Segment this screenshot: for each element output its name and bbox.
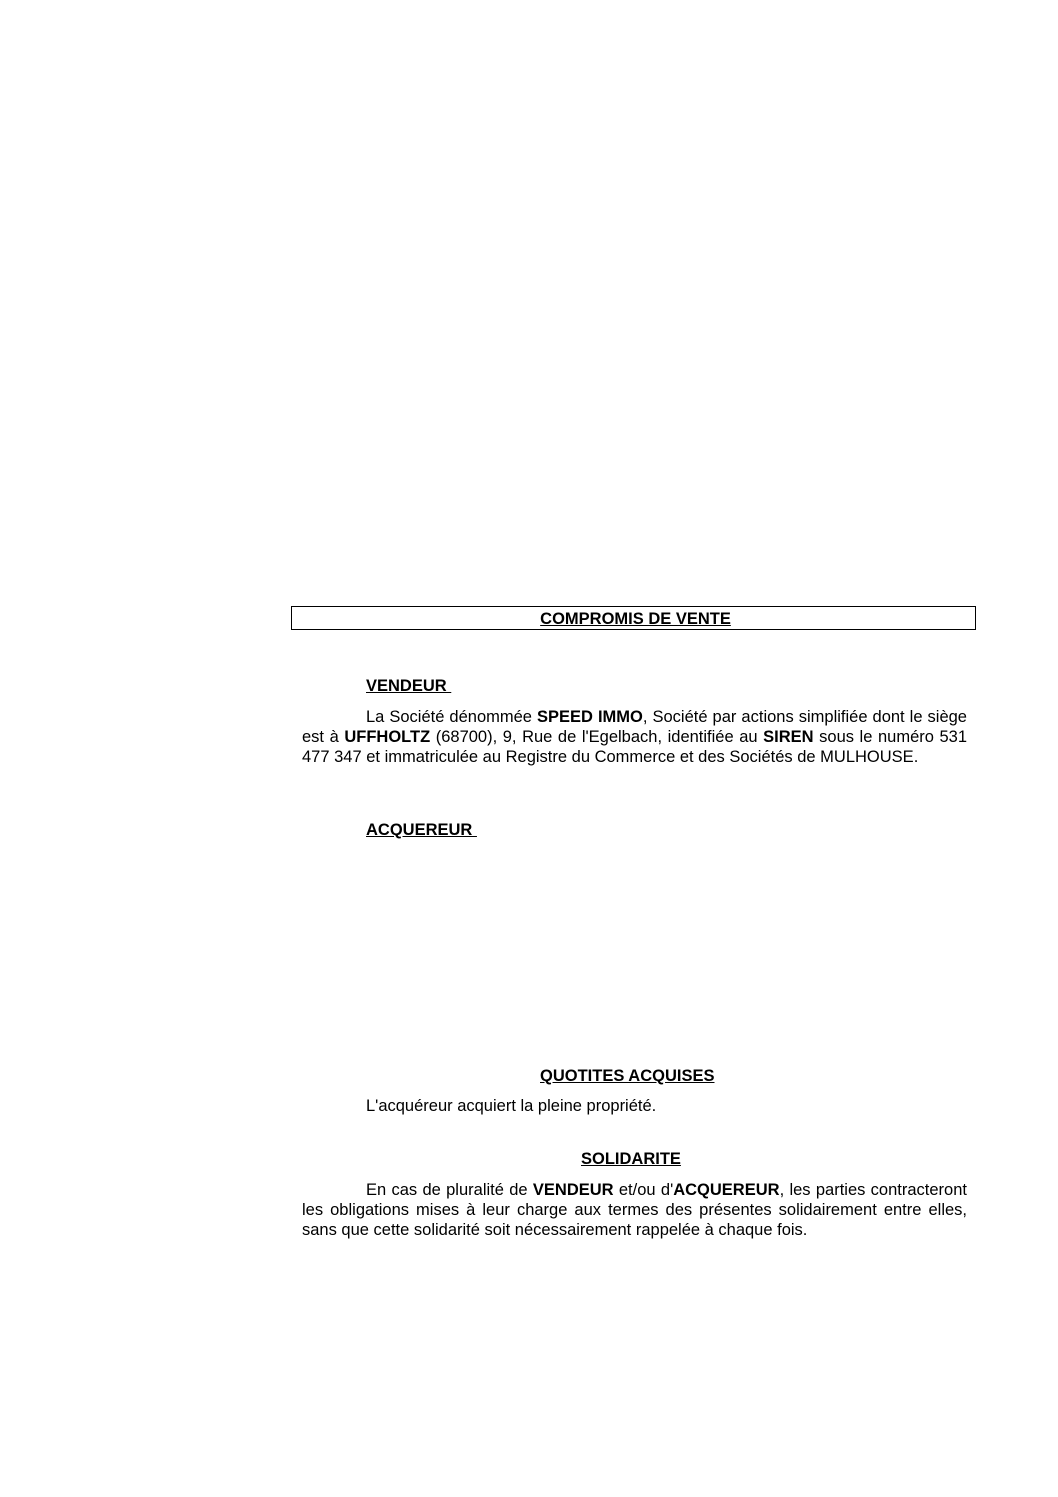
solidarite-text-2: et/ou d' [613, 1181, 674, 1199]
quotites-heading: QUOTITES ACQUISES [540, 1067, 715, 1085]
solidarite-vendeur: VENDEUR [532, 1181, 614, 1199]
vendeur-paragraph [302, 707, 967, 767]
vendeur-text-3: (68700), 9, Rue de l'Egelbach, identifiée au [430, 728, 764, 746]
vendeur-siren: SIREN [763, 728, 814, 746]
solidarite-text-1: En cas de pluralité de [366, 1181, 533, 1199]
vendeur-company: SPEED IMMO [537, 708, 643, 726]
quotites-text: L'acquéreur acquiert la pleine propriété. [366, 1097, 657, 1115]
title-box [291, 606, 976, 630]
vendeur-heading: VENDEUR [366, 677, 452, 695]
solidarite-paragraph [302, 1180, 967, 1240]
vendeur-text-4: sous le numéro 531 477 347 et immatriculée au Registre du Commerce et des Sociétés de MULHOUSE. [302, 728, 968, 766]
vendeur-text-2: , Société par actions simplifiée dont le siège est à [302, 708, 967, 746]
solidarite-heading: SOLIDARITE [581, 1150, 681, 1168]
vendeur-city: UFFHOLTZ [344, 728, 431, 746]
solidarite-text-3: , les parties contracteront les obligations mises à leur charge aux termes des présentes solidairement entre elles, sans que cette solidarité soit nécessairement rappelée à chaque fois. [302, 1181, 967, 1239]
solidarite-acquereur: ACQUEREUR [673, 1181, 780, 1199]
document-title: COMPROMIS DE VENTE [540, 610, 731, 628]
acquereur-heading: ACQUEREUR [366, 821, 477, 839]
vendeur-text-1: La Société dénommée [366, 708, 538, 726]
